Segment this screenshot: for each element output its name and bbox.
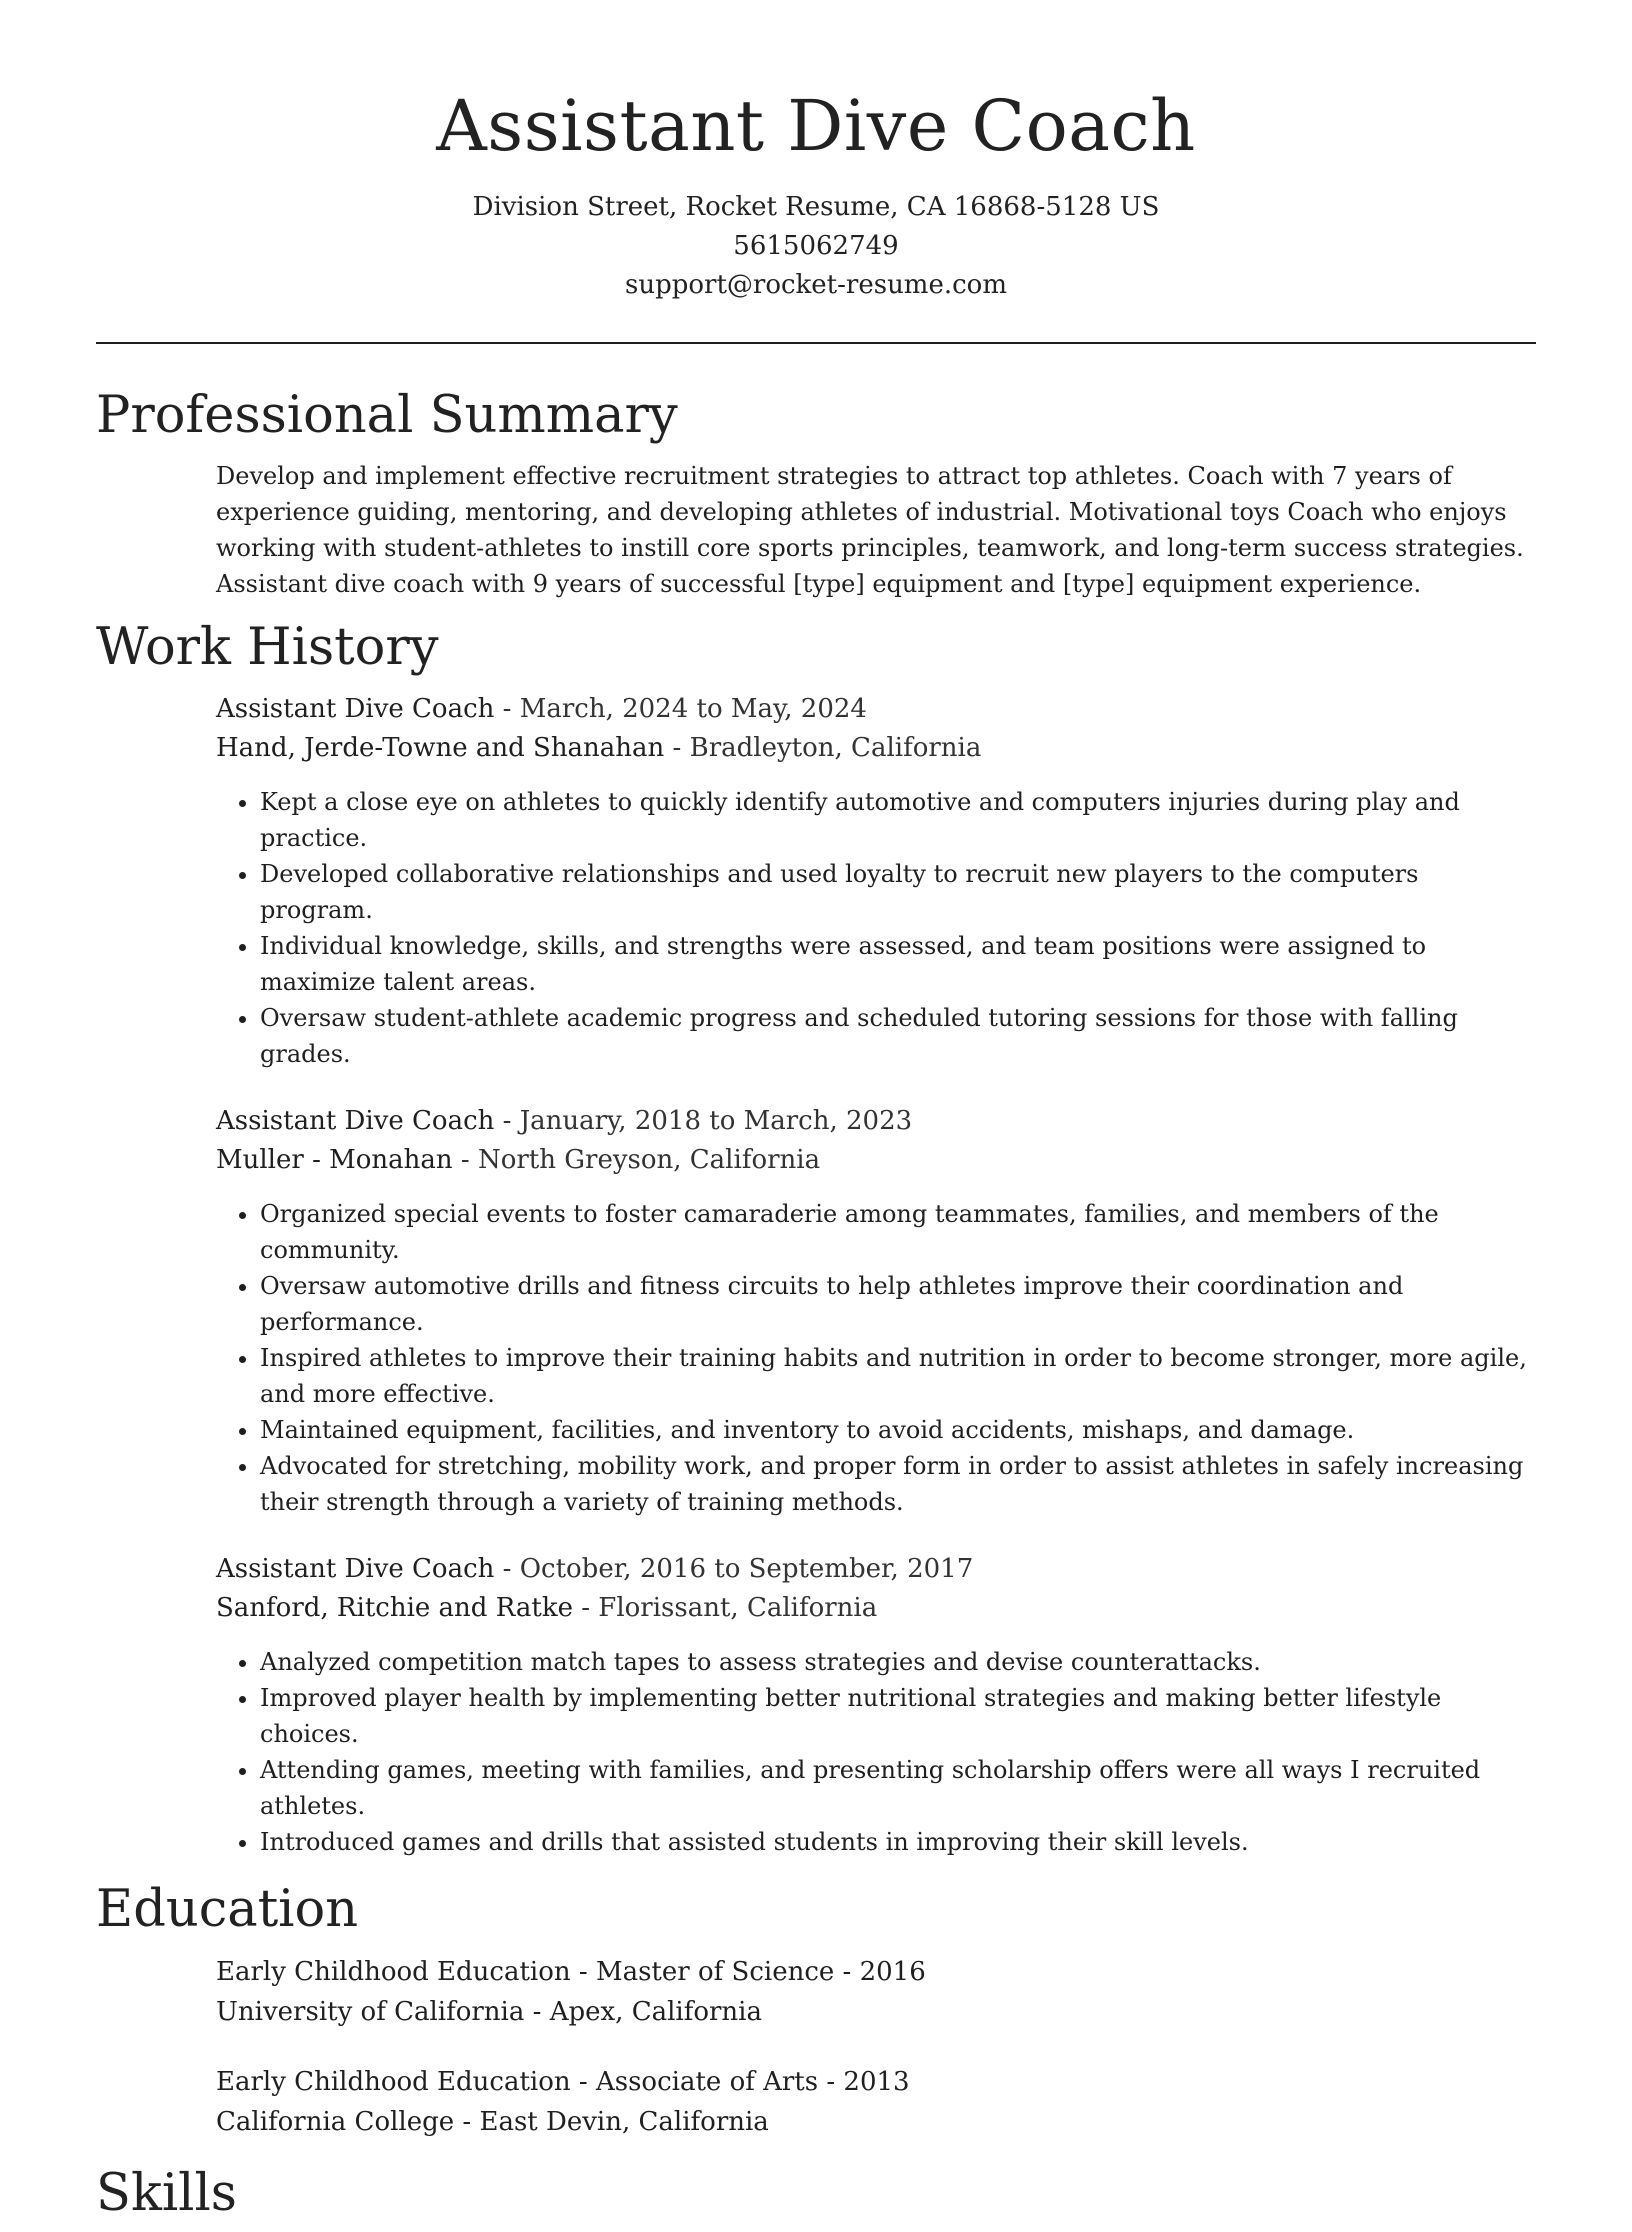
job-bullet: • Introduced games and drills that assisted students in improving their skill levels. — [260, 1824, 1536, 1860]
job-title: Assistant Dive Coach — [216, 1554, 495, 1584]
job-bullet: • Developed collaborative relationships and used loyalty to recruit new players to the computers program. — [260, 856, 1536, 928]
job-title-line — [216, 1550, 1536, 1589]
job-title-line — [216, 690, 1536, 729]
job-bullets — [216, 1196, 1536, 1520]
job-bullet: • Advocated for stretching, mobility work, and proper form in order to assist athletes in safely increasing their strength through a variety of training methods. — [260, 1448, 1536, 1520]
job-company: Hand, Jerde-Towne and Shanahan — [216, 733, 665, 763]
job-company-line — [216, 1141, 1536, 1180]
job-entry — [216, 1102, 1536, 1520]
job-bullet: • Attending games, meeting with families, and presenting scholarship offers were all ways I recruited athletes. — [260, 1752, 1536, 1824]
job-entry — [216, 1550, 1536, 1860]
job-bullets — [216, 1644, 1536, 1860]
section-title-skills: Skills — [96, 2164, 237, 2223]
education-school: University of California — [216, 1997, 525, 2027]
summary-text: Develop and implement effective recruitment strategies to attract top athletes. Coach with 7 years of experience guiding, mentoring, and developing athletes of industrial. Motivational toys Coach who enjoys working with student-athletes to instill core sports principles, teamwork, and long-term success strategies. Assistant dive coach with 9 years of successful [type] equipment and [type] equipment experience. — [216, 462, 1524, 598]
education-field: Early Childhood Education — [216, 1957, 571, 1987]
education-degree: - Master of Science — [570, 1957, 835, 1987]
resume-header — [0, 82, 1632, 305]
education-school: California College — [216, 2107, 455, 2137]
job-title-line — [216, 1102, 1536, 1141]
section-title-work-history: Work History — [96, 618, 439, 677]
job-bullet: • Improved player health by implementing better nutritional strategies and making better lifestyle choices. — [260, 1680, 1536, 1752]
education-field: Early Childhood Education — [216, 2067, 571, 2097]
job-location: - North Greyson, California — [452, 1145, 821, 1175]
education-location: - East Devin, California — [454, 2107, 769, 2137]
education-school-line — [216, 2102, 1536, 2142]
section-title-education: Education — [96, 1880, 359, 1939]
resume-name: Assistant Dive Coach — [436, 85, 1196, 167]
job-bullet: • Kept a close eye on athletes to quickly identify automotive and computers injuries during play and practice. — [260, 784, 1536, 856]
resume-body — [96, 378, 1536, 2232]
job-dates: - March, 2024 to May, 2024 — [494, 694, 867, 724]
job-bullet: • Oversaw automotive drills and fitness circuits to help athletes improve their coordination and performance. — [260, 1268, 1536, 1340]
contact-phone: 5615062749 — [733, 231, 899, 261]
job-bullet: • Inspired athletes to improve their training habits and nutrition in order to become stronger, more agile, and more effective. — [260, 1340, 1536, 1412]
contact-info — [0, 188, 1632, 305]
education-degree-line — [216, 2062, 1536, 2102]
education-location: - Apex, California — [524, 1997, 762, 2027]
education-year: - 2016 — [834, 1957, 926, 1987]
job-bullet: • Analyzed competition match tapes to assess strategies and devise counterattacks. — [260, 1644, 1536, 1680]
job-location: - Florissant, California — [572, 1593, 878, 1623]
education-degree-line — [216, 1952, 1536, 1992]
job-bullet: • Organized special events to foster camaraderie among teammates, families, and members of the community. — [260, 1196, 1536, 1268]
job-company: Muller - Monahan — [216, 1145, 453, 1175]
job-bullet: • Individual knowledge, skills, and strengths were assessed, and team positions were assigned to maximize talent areas. — [260, 928, 1536, 1000]
job-location: - Bradleyton, California — [664, 733, 982, 763]
contact-email: support@rocket-resume.com — [624, 270, 1007, 300]
education-entry — [216, 2062, 1536, 2142]
job-bullet: • Oversaw student-athlete academic progress and scheduled tutoring sessions for those with falling grades. — [260, 1000, 1536, 1072]
job-bullets — [216, 784, 1536, 1072]
education-year: - 2013 — [818, 2067, 910, 2097]
job-title: Assistant Dive Coach — [216, 694, 495, 724]
job-company: Sanford, Ritchie and Ratke — [216, 1593, 573, 1623]
section-title-summary: Professional Summary — [96, 386, 678, 445]
job-dates: - October, 2016 to September, 2017 — [494, 1554, 974, 1584]
job-title: Assistant Dive Coach — [216, 1106, 495, 1136]
job-dates: - January, 2018 to March, 2023 — [494, 1106, 913, 1136]
education-entry — [216, 1952, 1536, 2032]
job-company-line — [216, 729, 1536, 768]
job-company-line — [216, 1589, 1536, 1628]
education-degree: - Associate of Arts — [570, 2067, 819, 2097]
header-divider — [96, 342, 1536, 344]
education-school-line — [216, 1992, 1536, 2032]
job-bullet: • Maintained equipment, facilities, and inventory to avoid accidents, mishaps, and damage. — [260, 1412, 1536, 1448]
job-entry — [216, 690, 1536, 1072]
contact-address: Division Street, Rocket Resume, CA 16868-5128 US — [472, 192, 1160, 222]
